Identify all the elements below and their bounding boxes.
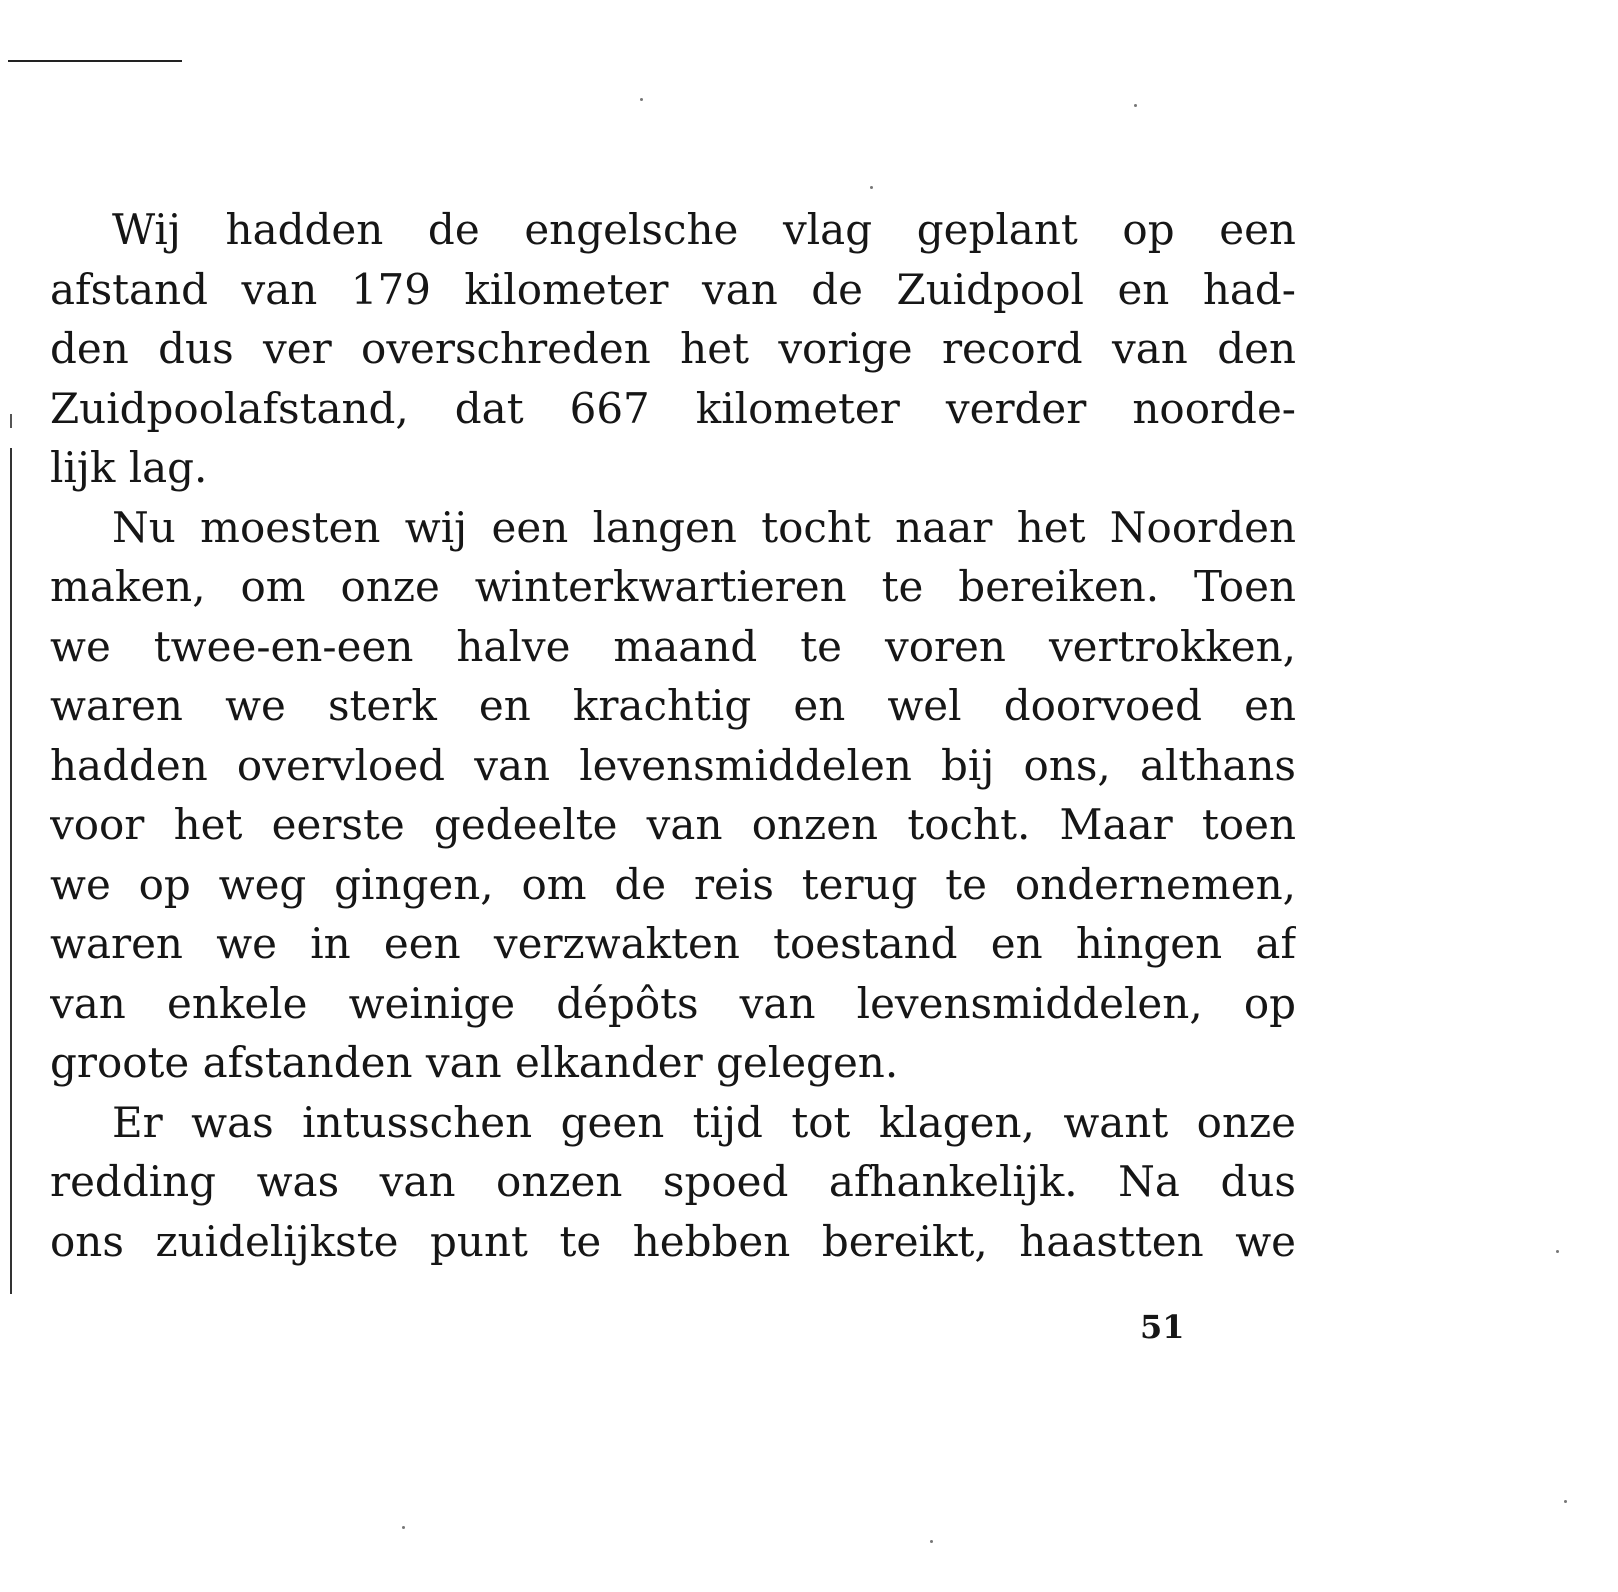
- text-line: lijk lag.: [50, 443, 208, 492]
- margin-mark: [10, 414, 12, 428]
- text-line: den dus ver overschreden het vorige record van den: [50, 324, 1296, 373]
- paper-speck: [1556, 1250, 1559, 1253]
- text-line: voor het eerste gedeelte van onzen tocht. Maar toen: [50, 800, 1296, 849]
- paper-speck: [1564, 1500, 1567, 1503]
- text-line: Wij hadden de engelsche vlag geplant op een: [112, 205, 1296, 254]
- text-line: van enkele weinige dépôts van levensmiddelen, op: [50, 978, 1296, 1028]
- text-line: afstand van 179 kilometer van de Zuidpool en had-: [50, 264, 1296, 314]
- page-number: 51: [1140, 1308, 1185, 1346]
- paper-speck: [402, 1526, 405, 1529]
- text-line: Nu moesten wij een langen tocht naar het Noorden: [112, 502, 1296, 552]
- body-text: [50, 200, 1296, 1271]
- paragraph: [50, 498, 1296, 1093]
- text-line: we op weg gingen, om de reis terug te ondernemen,: [50, 859, 1296, 909]
- text-line: groote afstanden van elkander gelegen.: [50, 1038, 899, 1087]
- text-line: Zuidpoolafstand, dat 667 kilometer verder noorde-: [50, 383, 1296, 433]
- binding-margin-line: [10, 448, 12, 1294]
- paper-speck: [1134, 104, 1137, 107]
- paper-speck: [930, 1540, 933, 1543]
- top-rule: [8, 60, 182, 62]
- paragraph: [50, 1093, 1296, 1272]
- text-line: we twee-en-een halve maand te voren vertrokken,: [50, 621, 1296, 671]
- text-line: redding was van onzen spoed afhankelijk. Na dus: [50, 1157, 1296, 1206]
- text-line: maken, om onze winterkwartieren te bereiken. Toen: [50, 562, 1296, 611]
- paper-speck: [640, 98, 643, 101]
- paper-speck: [870, 186, 873, 189]
- text-line: waren we in een verzwakten toestand en hingen af: [50, 919, 1296, 968]
- text-line: Er was intusschen geen tijd tot klagen, want onze: [112, 1097, 1296, 1147]
- text-line: hadden overvloed van levensmiddelen bij ons, althans: [50, 740, 1296, 790]
- text-line: ons zuidelijkste punt te hebben bereikt, haastten we: [50, 1216, 1296, 1266]
- text-line: waren we sterk en krachtig en wel doorvoed en: [50, 681, 1296, 730]
- paragraph: [50, 200, 1296, 498]
